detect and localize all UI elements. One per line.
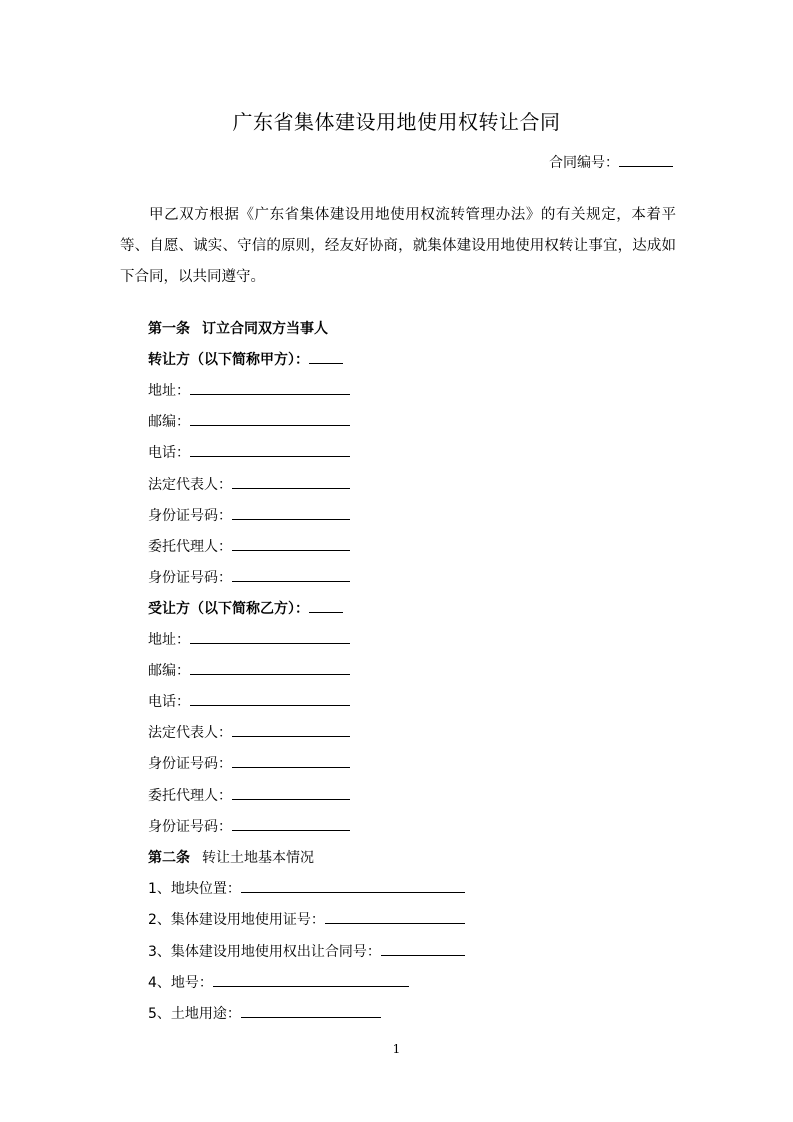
field-blank[interactable] bbox=[241, 879, 465, 893]
field-blank[interactable] bbox=[325, 910, 465, 924]
party-a-field bbox=[148, 442, 350, 462]
field-label: 邮编： bbox=[148, 663, 190, 679]
article-1-heading bbox=[148, 318, 328, 338]
party-a-field bbox=[148, 380, 350, 400]
article-2-heading bbox=[148, 847, 314, 867]
contract-number-blank[interactable] bbox=[619, 153, 673, 167]
party-b-field bbox=[148, 629, 350, 649]
land-field bbox=[148, 878, 465, 898]
field-blank[interactable] bbox=[232, 568, 350, 582]
article-1-title: 订立合同双方当事人 bbox=[202, 321, 328, 337]
field-blank[interactable] bbox=[232, 506, 350, 520]
field-label: 身份证号码： bbox=[148, 508, 232, 524]
field-blank[interactable] bbox=[232, 786, 350, 800]
field-label: 4、地号： bbox=[148, 975, 213, 991]
document-title: 广东省集体建设用地使用权转让合同 bbox=[232, 110, 561, 134]
field-label: 3、集体建设用地使用权出让合同号： bbox=[148, 944, 381, 960]
field-blank[interactable] bbox=[190, 443, 350, 457]
party-a-field bbox=[148, 536, 350, 556]
page-number: 1 bbox=[392, 1042, 401, 1056]
party-a-field bbox=[148, 411, 350, 431]
party-b-field bbox=[148, 660, 350, 680]
field-blank[interactable] bbox=[190, 630, 350, 644]
article-2-number: 第二条 bbox=[148, 850, 190, 866]
party-b-field bbox=[148, 753, 350, 773]
field-blank[interactable] bbox=[190, 412, 350, 426]
field-label: 5、土地用途： bbox=[148, 1006, 241, 1022]
field-label: 地址： bbox=[148, 383, 190, 399]
party-b-name-blank[interactable] bbox=[309, 599, 343, 613]
party-b-field bbox=[148, 816, 350, 836]
field-blank[interactable] bbox=[232, 754, 350, 768]
land-field bbox=[148, 1003, 381, 1023]
field-label: 电话： bbox=[148, 445, 190, 461]
field-label: 委托代理人： bbox=[148, 788, 232, 804]
intro-paragraph: 甲乙双方根据《广东省集体建设用地使用权流转管理办法》的有关规定，本着平等、自愿、诚实、守信的原则，经友好协商，就集体建设用地使用权转让事宜，达成如下合同，以共同遵守。 bbox=[120, 207, 676, 285]
contract-number-label: 合同编号： bbox=[549, 155, 619, 171]
field-blank[interactable] bbox=[381, 942, 465, 956]
party-b-field bbox=[148, 785, 350, 805]
field-label: 邮编： bbox=[148, 414, 190, 430]
field-label: 地址： bbox=[148, 632, 190, 648]
field-blank[interactable] bbox=[190, 661, 350, 675]
field-blank[interactable] bbox=[232, 817, 350, 831]
party-a-heading bbox=[148, 349, 343, 369]
party-a-field bbox=[148, 567, 350, 587]
party-a-field bbox=[148, 505, 350, 525]
party-a-name-blank[interactable] bbox=[309, 350, 343, 364]
party-b-field bbox=[148, 691, 350, 711]
article-2-title: 转让土地基本情况 bbox=[202, 850, 314, 866]
field-blank[interactable] bbox=[190, 692, 350, 706]
party-b-label: 受让方（以下简称乙方）： bbox=[148, 601, 309, 617]
field-blank[interactable] bbox=[232, 723, 350, 737]
field-label: 1、地块位置： bbox=[148, 881, 241, 897]
field-blank[interactable] bbox=[213, 973, 409, 987]
field-label: 2、集体建设用地使用证号： bbox=[148, 912, 325, 928]
party-b-heading bbox=[148, 598, 343, 618]
field-blank[interactable] bbox=[241, 1004, 381, 1018]
field-label: 法定代表人： bbox=[148, 725, 232, 741]
field-label: 身份证号码： bbox=[148, 819, 232, 835]
field-label: 电话： bbox=[148, 694, 190, 710]
field-blank[interactable] bbox=[232, 537, 350, 551]
field-label: 身份证号码： bbox=[148, 570, 232, 586]
contract-number bbox=[549, 152, 673, 172]
field-label: 法定代表人： bbox=[148, 477, 232, 493]
field-blank[interactable] bbox=[232, 475, 350, 489]
field-label: 身份证号码： bbox=[148, 756, 232, 772]
party-a-label: 转让方（以下简称甲方）： bbox=[148, 352, 309, 368]
party-a-field bbox=[148, 474, 350, 494]
field-blank[interactable] bbox=[190, 381, 350, 395]
article-1-number: 第一条 bbox=[148, 321, 190, 337]
land-field bbox=[148, 972, 409, 992]
field-label: 委托代理人： bbox=[148, 539, 232, 555]
land-field bbox=[148, 941, 465, 961]
party-b-field bbox=[148, 722, 350, 742]
land-field bbox=[148, 909, 465, 929]
